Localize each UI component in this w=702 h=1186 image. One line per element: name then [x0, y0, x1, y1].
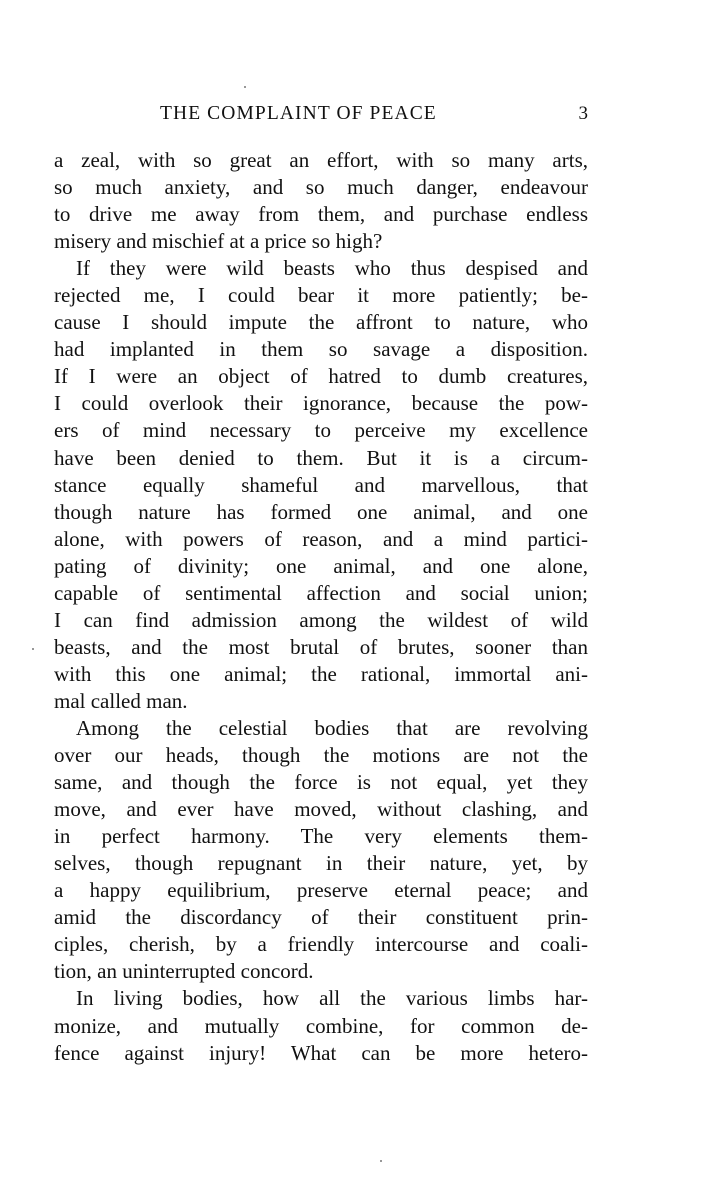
text-line: a zeal, with so great an effort, with so many arts, — [54, 148, 588, 172]
paragraph-4 — [54, 985, 588, 1066]
text-line: ers of mind necessary to perceive my excellence — [54, 418, 588, 443]
text-line: over our heads, though the motions are not the — [54, 743, 588, 768]
text-line: capable of sentimental affection and social union; — [54, 580, 588, 605]
text-line: had implanted in them so savage a disposition. — [54, 337, 588, 362]
text-line: I could overlook their ignorance, because the pow- — [54, 391, 588, 416]
running-title: THE COMPLAINT OF PEACE — [160, 103, 437, 124]
text-line: tion, an uninterrupted concord. — [54, 959, 314, 984]
text-line: with this one animal; the rational, immortal ani- — [54, 661, 588, 686]
paragraph-3 — [54, 715, 588, 985]
text-line: In living bodies, how all the various limbs har- — [76, 986, 588, 1011]
text-line: misery and mischief at a price so high? — [54, 229, 383, 254]
running-head — [54, 101, 588, 127]
text-line: to drive me away from them, and purchase endless — [54, 202, 588, 227]
paragraph-1 — [54, 147, 588, 255]
page-number: 3 — [578, 103, 588, 124]
text-line: in perfect harmony. The very elements them- — [54, 824, 588, 849]
scan-speck — [244, 86, 246, 88]
text-line: a happy equilibrium, preserve eternal peace; and — [54, 878, 588, 903]
body-text — [54, 147, 588, 1067]
text-line: monize, and mutually combine, for common de- — [54, 1013, 588, 1038]
scan-speck — [32, 648, 34, 650]
text-line: pating of divinity; one animal, and one alone, — [54, 553, 588, 578]
text-line: so much anxiety, and so much danger, endeavour — [54, 175, 588, 200]
text-line: ciples, cherish, by a friendly intercourse and coali- — [54, 932, 588, 957]
text-line: move, and ever have moved, without clashing, and — [54, 797, 588, 822]
text-line: Among the celestial bodies that are revolving — [76, 715, 588, 740]
paragraph-2 — [54, 255, 588, 715]
text-line: same, and though the force is not equal, yet they — [54, 770, 588, 795]
text-line: beasts, and the most brutal of brutes, sooner than — [54, 634, 588, 659]
text-line: cause I should impute the affront to nature, who — [54, 310, 588, 335]
text-line: If I were an object of hatred to dumb creatures, — [54, 364, 588, 389]
text-line: have been denied to them. But it is a circum- — [54, 445, 588, 470]
scan-speck — [380, 1160, 382, 1162]
text-line: fence against injury! What can be more hetero- — [54, 1040, 588, 1065]
text-line: selves, though repugnant in their nature, yet, by — [54, 851, 588, 876]
text-line: mal called man. — [54, 688, 188, 713]
text-line: alone, with powers of reason, and a mind partici- — [54, 526, 588, 551]
text-line: stance equally shameful and marvellous, that — [54, 472, 588, 497]
text-line: rejected me, I could bear it more patiently; be- — [54, 283, 588, 308]
text-line: I can find admission among the wildest of wild — [54, 607, 588, 632]
text-line: If they were wild beasts who thus despised and — [76, 256, 588, 281]
text-line: though nature has formed one animal, and one — [54, 499, 588, 524]
text-line: amid the discordancy of their constituent prin- — [54, 905, 588, 930]
